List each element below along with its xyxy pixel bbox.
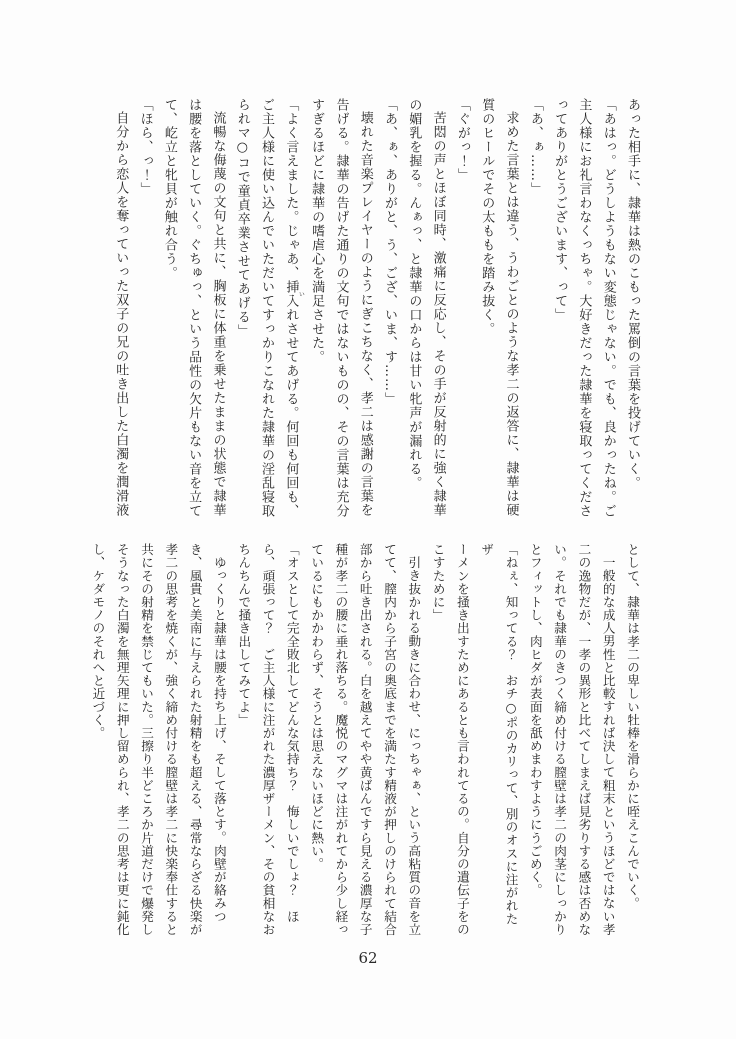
text-line: は腰を落としていく。ぐちゅっ、という品性の欠片もない音を立て [186, 98, 202, 518]
text-line: ているにもかかわらず、そうとは思えないほどに熱い。 [309, 543, 325, 871]
text-line: 二の逸物だが、一孝の異形と比べてしまえば見劣りする感は否めな [576, 543, 592, 936]
text-line: ゆっくりと隷華は腰を持ち上げ、そして落とす。肉壁が絡みつ [211, 555, 227, 923]
text-line: あった相手に、隷華は熱のこもった罵倒の言葉を投げていく。 [625, 98, 640, 490]
text-line: い。それでも隷華のきつく締め付ける膣壁は孝二の肉茎にしっかり [552, 543, 568, 936]
text-line: ーメンを掻き出すためにあるとも言われてるの。自分の遺伝子をの [454, 543, 470, 936]
text-line: て、屹立と牝貝が触れ合う。 [161, 98, 177, 280]
text-line: 苦悶の声とほぼ同時、激痛に反応し、その手が反射的に強く隷華 [430, 111, 446, 517]
text-line: 自分から恋人を奪っていった双子の兄の吐き出した白濁を潤滑液 [113, 111, 129, 517]
text-line: き、風貴と美南に与えられた射精をも超える、尋常ならざる快楽が [187, 543, 203, 936]
text-line: られマ○コで童貞卒業させてあげる」 [234, 98, 250, 338]
text-line: 「よく言えました。じゃあ、挿入 いれさせてあげる。何回も何回も、 [283, 98, 305, 518]
text-line: そうなった白濁を無理矢理に押し留められ、孝二の思考は更に鈍化 [114, 543, 130, 936]
text-line: ってありがとうございます、って」 [552, 98, 568, 322]
page-number: 62 [358, 949, 378, 967]
text-line: し、ケダモノのそれへと近づく。 [90, 543, 106, 740]
text-line: 「あ、ぁ……」 [527, 98, 543, 196]
text-line: 求めた言葉とは違う、うわごとのような孝二の返答に、隷華は硬 [503, 111, 519, 517]
text-line: 「オスとして完全敗北してどんな気持ち？ 悔しいでしょ？ ほ [284, 543, 300, 923]
text-line: 主人様にお礼言わなくっちゃ。大好きだった隷華を寝取ってくださ [576, 98, 592, 518]
text-line: として、隷華は孝二の卑しい牡棒を滑らかに咥えこんでいく。 [625, 543, 640, 910]
text-line: とフィットし、肉ヒダが表面を舐めまわすようにうごめく。 [527, 543, 543, 897]
text-line: 「ほら、っ！」 [137, 98, 153, 196]
text-line: 壊れた音楽プレイヤーのようにぎこちなく、孝二は感謝の言葉を [357, 111, 373, 517]
text-line: ご主人様に使い込んでいただいてすっかりこなれた隷華の淫乱寝取 [259, 98, 275, 518]
text-line: ちんちんで掻き出してみてよ」 [236, 543, 252, 727]
text-line: 告げる。隷華の告げた通りの文句ではないものの、その言葉は充分 [333, 98, 349, 518]
text-line: 流暢な侮蔑の文句と共に、胸板に体重を乗せたままの状態で隷華 [210, 111, 226, 517]
text-line: 孝二の思考を焼くが、強く締め付ける膣壁は孝二に快楽奉仕すると [163, 543, 179, 936]
text-block-top [108, 98, 644, 522]
text-line: 共にその射精を禁じてもいた。三擦り半どころか片道だけで爆発し [139, 543, 155, 936]
text-line: 「あ、ぁ、ありがと、う、ござ、いま、す……」 [382, 98, 398, 406]
text-line: 種が孝二の腰に垂れ落ちる。魔悦のマグマは注がれてから少し経っ [333, 543, 349, 936]
text-line: てて、膣内から子宮の奥底までを満たす精液が押しのけられて結合 [382, 543, 398, 936]
text-line: 「ぐがっ！」 [454, 98, 470, 182]
furigana-ruby: 挿入 い [283, 280, 305, 308]
text-line: の媚乳を握る。んぁっ、と隷華の口からは甘い牝声が漏れる。 [406, 98, 422, 490]
text-line: 一般的な成人男性と比較すれば決して粗末というほどではない孝 [600, 555, 616, 936]
text-block-bottom [85, 543, 644, 938]
text-line: 部から吐き出される。白を越えてやや黄ばんですら見える濃厚な子 [357, 543, 373, 936]
text-line: こすために」 [430, 543, 446, 622]
text-line: 「あはっ。どうしようもない変態じゃない。でも、良かったね。ご [600, 98, 616, 518]
text-line: ら、頑張って？ ご主人様に注がれた濃厚ザーメン、その貧相なお [260, 543, 276, 936]
text-line: 質のヒールでその太ももを踏み抜く。 [479, 98, 495, 336]
text-line: 「ねぇ、知ってる？ おチ○ポのカリって、別のオスに注がれたザ [479, 543, 519, 926]
text-line: 引き抜かれる動きに合わせ、にっちゃぁ、という高粘質の音を立 [406, 555, 422, 936]
text-line: すぎるほどに隷華の嗜虐心を満足させた。 [309, 98, 325, 364]
